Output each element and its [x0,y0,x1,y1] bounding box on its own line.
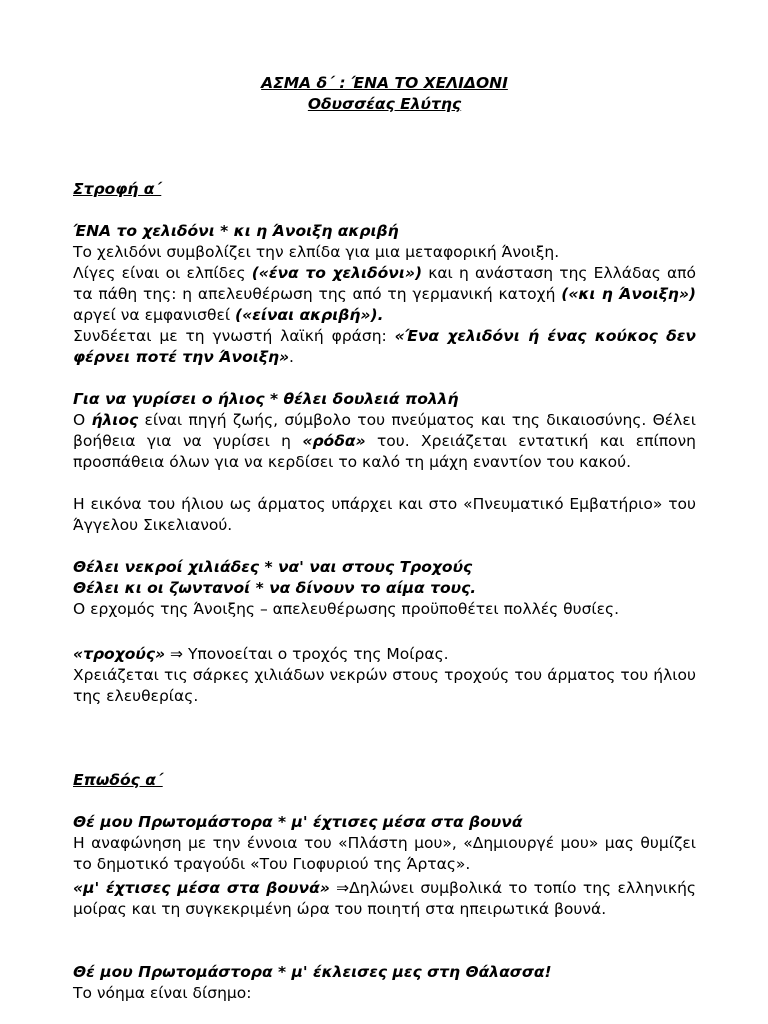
verse-line: Θέλει κι οι ζωντανοί * να δίνουν το αίμα τους. [73,579,477,597]
paragraph: Λίγες είναι οι ελπίδες («ένα το χελιδόνι») και η ανάσταση της Ελλάδας από τα πάθη της: η απελευθέρωση της από τη γερμανική κατοχή («κι η Άνοιξη») αργεί να εμφανισθεί («είναι ακριβή»). [73,264,696,324]
paragraph: Χρειάζεται τις σάρκες χιλιάδων νεκρών στους τροχούς του άρματος του ήλιου της ελευθερίας. [73,666,696,705]
section-heading-epodos: Επωδός α΄ [73,771,163,789]
paragraph: Η εικόνα του ήλιου ως άρματος υπάρχει και στο «Πνευματικό Εμβατήριο» του Άγγελου Σικελιανού. [73,495,696,534]
verse-line: ΈΝΑ το χελιδόνι * κι η Άνοιξη ακριβή [73,222,399,240]
paragraph: «τροχούς» ⇒ Υπονοείται ο τροχός της Μοίρας. [73,645,449,663]
paragraph: Η αναφώνηση με την έννοια του «Πλάστη μου», «Δημιουργέ μου» μας θυμίζει το δημοτικό τραγούδι «Του Γιοφυριού της Άρτας». [73,834,696,873]
poem-title: ΑΣΜΑ δ΄ : ΈΝΑ ΤΟ ΧΕΛΙΔΟΝΙ [261,74,508,92]
verse-line: Θέ μου Πρωτομάστορα * μ' έκλεισες μες στη Θάλασσα! [73,963,552,981]
paragraph: Ο ήλιος είναι πηγή ζωής, σύμβολο του πνεύματος και της δικαιοσύνης. Θέλει βοήθεια για να γυρίσει η «ρόδα» του. Χρειάζεται εντατική και επίπονη προσπάθεια όλων για να κερδίσει το καλό τη μάχη εναντίον του κακού. [73,411,696,471]
poem-author: Οδυσσέας Ελύτης [307,95,462,113]
paragraph: Το νόημα είναι δίσημο: [73,984,252,1002]
section-heading-strofi: Στροφή α΄ [73,180,162,198]
paragraph: Συνδέεται με τη γνωστή λαϊκή φράση: «Ένα χελιδόνι ή ένας κούκος δεν φέρνει ποτέ την Άνοιξη». [73,327,696,366]
title-block [73,73,696,115]
verse-line: Για να γυρίσει ο ήλιος * θέλει δουλειά πολλή [73,390,459,408]
paragraph: Ο ερχομός της Άνοιξης – απελευθέρωσης προϋποθέτει πολλές θυσίες. [73,600,620,618]
paragraph: «μ' έχτισες μέσα στα βουνά» ⇒Δηλώνει συμβολικά το τοπίο της ελληνικής μοίρας και τη συγκεκριμένη ώρα του ποιητή στα ηπειρωτικά βουνά. [73,879,696,918]
verse-line: Θέλει νεκροί χιλιάδες * να' ναι στους Τροχούς [73,558,473,576]
verse-line: Θέ μου Πρωτομάστορα * μ' έχτισες μέσα στα βουνά [73,813,523,831]
paragraph: Το χελιδόνι συμβολίζει την ελπίδα για μια μεταφορική Άνοιξη. [73,243,560,261]
